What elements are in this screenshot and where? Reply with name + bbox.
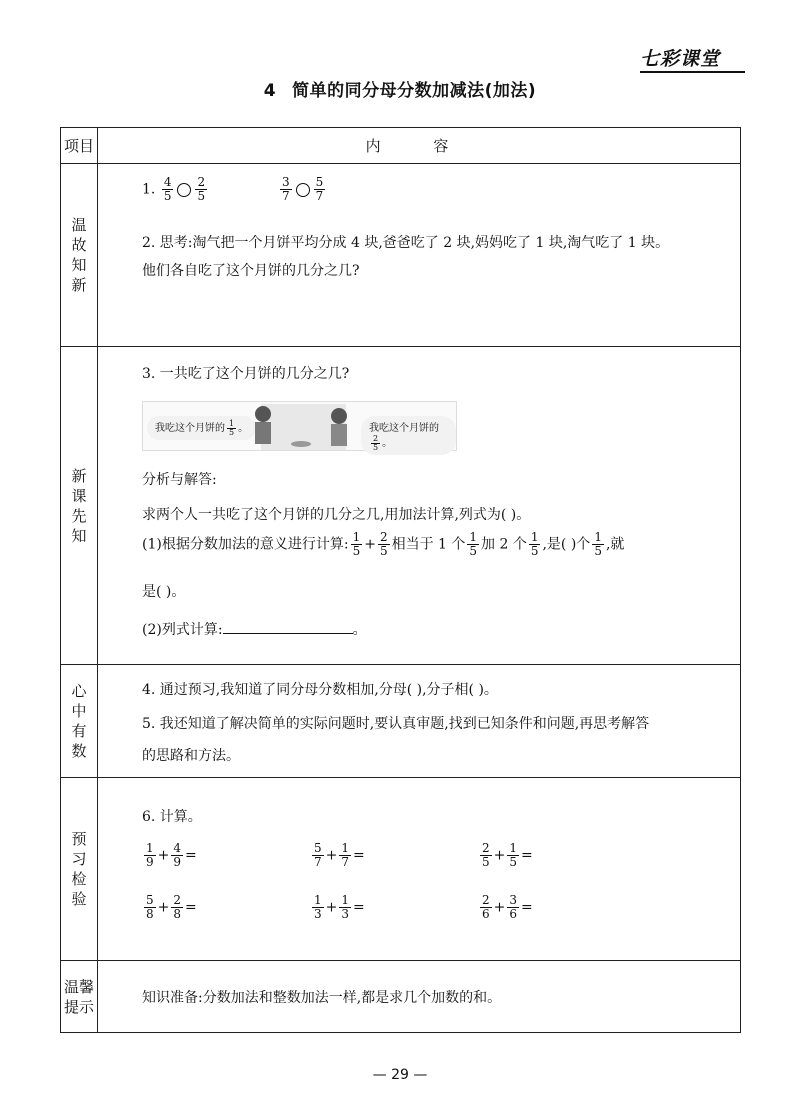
table-header-row — [61, 128, 741, 164]
part-2: (2)列式计算: 。 — [142, 622, 367, 638]
calc-item: $\frac{2}{5}$ + $\frac{1}{5}$ = — [482, 841, 533, 869]
compare-circle[interactable] — [296, 183, 310, 197]
analysis-line1: 求两个人一共吃了这个月饼的几分之几,用加法计算,列式为( )。 — [142, 507, 531, 523]
calc-item: $\frac{1}{9}$ + $\frac{4}{9}$ = — [146, 841, 197, 869]
header-col-project: 项目 — [61, 128, 98, 164]
section-label-tips: 温馨提示 — [63, 977, 94, 1016]
answer-blank[interactable] — [223, 620, 353, 634]
lesson-title: 简单的同分母分数加减法(加法) — [292, 81, 537, 101]
fraction: $\frac{1}{5}$ — [594, 530, 602, 558]
section-label-review: 温故知新 — [71, 216, 87, 294]
section-label-check: 预习检验 — [71, 830, 87, 908]
speech-bubble-right: 我吃这个月饼的 $\frac{2}{5}$ 。 — [361, 416, 456, 455]
page-number: — 29 — — [372, 1067, 428, 1083]
analysis-heading: 分析与解答: — [142, 472, 217, 488]
lesson-table — [60, 127, 741, 1033]
question-1 — [142, 176, 327, 203]
question-5-line1: 5. 我还知道了解决简单的实际问题时,要认真审题,找到已知条件和问题,再思考解答 — [142, 716, 650, 732]
section-check — [61, 778, 741, 961]
fraction: $\frac{2}{5}$ — [197, 175, 206, 203]
fraction: $\frac{1}{5}$ — [469, 530, 478, 558]
question-5-line2: 的思路和方法。 — [142, 748, 240, 764]
section-mind — [61, 665, 741, 778]
page-title — [0, 76, 800, 101]
header-col-content: 内 容 — [98, 128, 741, 164]
calc-item: $\frac{5}{8}$ + $\frac{2}{8}$ = — [146, 893, 197, 921]
lesson-number: 4 — [263, 81, 277, 101]
fraction: $\frac{1}{5}$ — [229, 419, 235, 437]
fraction: $\frac{5}{7}$ — [315, 175, 324, 203]
section-label-mind: 心中有数 — [71, 682, 87, 760]
calc-item: $\frac{2}{6}$ + $\frac{3}{6}$ = — [482, 893, 533, 921]
question-2-line1: 2. 思考:淘气把一个月饼平均分成 4 块,爸爸吃了 2 块,妈妈吃了 1 块,淘气吃了 1 块。 — [142, 235, 670, 251]
section-tips — [61, 961, 741, 1033]
brand-logo — [640, 44, 745, 70]
fraction: $\frac{1}{5}$ — [352, 530, 361, 558]
section-new-lesson — [61, 347, 741, 665]
question-4: 4. 通过预习,我知道了同分母分数相加,分母( ),分子相( )。 — [142, 682, 498, 698]
fraction: $\frac{2}{5}$ — [373, 434, 379, 452]
children-illustration — [241, 404, 366, 450]
speech-bubble-left: 我吃这个月饼的 $\frac{1}{5}$ 。 — [147, 416, 256, 440]
fraction: $\frac{3}{7}$ — [282, 175, 290, 203]
section-label-new-lesson: 新课先知 — [71, 466, 87, 545]
tips-text: 知识准备:分数加法和整数加法一样,都是求几个加数的和。 — [142, 990, 502, 1006]
calc-item: $\frac{1}{3}$ + $\frac{1}{3}$ = — [314, 893, 365, 921]
part-1-line1: (1)根据分数加法的意义进行计算: $\frac{1}{5}$ + $\frac{2}{5}$ 相当于 1 个 $\frac{1}{5}$ 加 2 个 $\frac{1}{5}$ ,是( )个 $\frac{1}{5}$ ,就 — [142, 530, 625, 558]
question-3: 3. 一共吃了这个月饼的几分之几? — [142, 366, 350, 382]
question-2-line2: 他们各自吃了这个月饼的几分之几? — [142, 263, 360, 279]
logo-underline — [640, 71, 745, 73]
logo-text: 七彩课堂 — [640, 48, 721, 70]
fraction: $\frac{4}{5}$ — [163, 175, 172, 203]
calc-item: $\frac{5}{7}$ + $\frac{1}{7}$ = — [314, 841, 365, 869]
compare-circle[interactable] — [177, 183, 191, 197]
part-1-line2: 是( )。 — [142, 584, 186, 600]
q1-prefix: 1. — [142, 181, 156, 198]
illustration-kids-mooncake — [142, 401, 457, 451]
section-review — [61, 164, 741, 347]
question-6: 6. 计算。 — [142, 809, 202, 825]
fraction: $\frac{1}{5}$ — [530, 530, 539, 558]
fraction: $\frac{2}{5}$ — [379, 530, 388, 558]
